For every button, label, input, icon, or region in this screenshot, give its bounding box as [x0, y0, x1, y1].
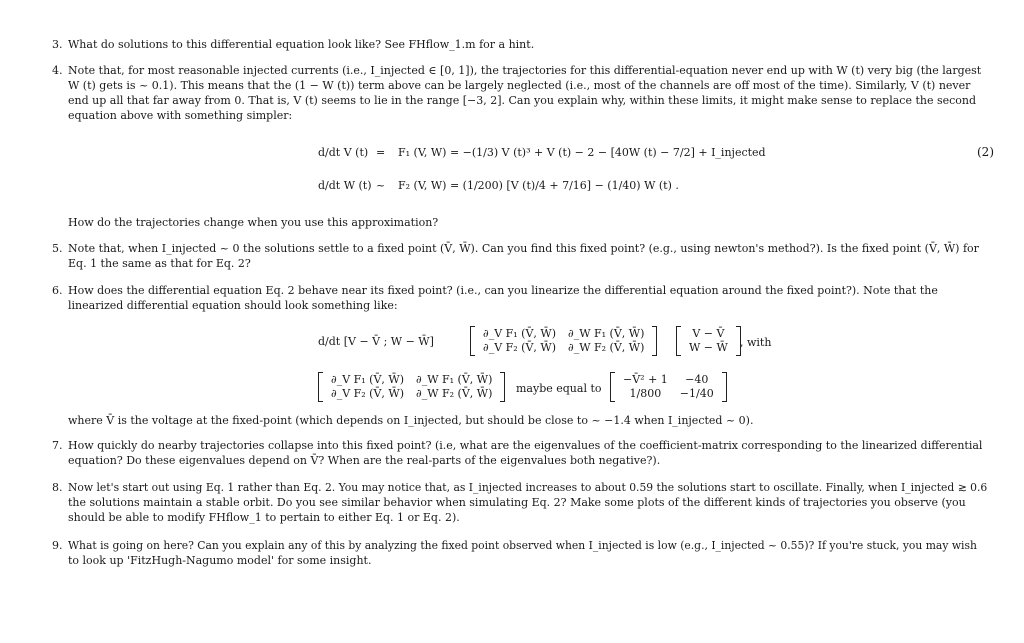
- item-number: 5.: [52, 242, 63, 255]
- item-number: 6.: [52, 284, 63, 297]
- eq2-rhs-2: F₂ (V, W) = (1/200) [V (t)/4 + 7/16] − (1/40) W (t) .: [398, 179, 679, 192]
- equation-number: (2): [977, 145, 994, 159]
- jacobian2-11: ∂_V F₁ (V̄, W̄): [331, 373, 404, 386]
- maybe-equal-text: maybe equal to: [516, 382, 602, 395]
- item-4-followup: [52, 215, 997, 231]
- item-number: 4.: [52, 64, 63, 77]
- item-7-line-2: equation? Do these eigenvalues depend on V̄? When are the real-parts of the eigenvalues both negative?).: [68, 454, 661, 467]
- eq2-lhs-1: d/dt V (t): [318, 146, 369, 159]
- lin-lhs: d/dt [V − V̄ ; W − W̄]: [318, 335, 434, 348]
- item-4-line-2: W (t) gets is ~ 0.1). This means that the (1 − W (t)) term above can be largely neglected (i.e., most of the channels are off most of the time). Similarly, V (t) never: [68, 79, 971, 92]
- item-5-line-1: Note that, when I_injected ~ 0 the solutions settle to a fixed point (V̄, W̄). Can you find this fixed point? (e.g., using newton's method?). Is the fixed point (V̄, W̄) for: [68, 242, 979, 255]
- state-vector: [676, 326, 741, 356]
- item-7-line-1: How quickly do nearby trajectories collapse into this fixed point? (i.e, what are the eigenvalues of the coefficient-matrix corresponding to the linearized differential: [68, 439, 983, 452]
- jacobian-12: ∂_W F₁ (V̄, W̄): [568, 327, 645, 340]
- item-8-line-3: should be able to modify FHflow_1 to pertain to either Eq. 1 or Eq. 2).: [68, 511, 460, 524]
- item-number: 9.: [52, 539, 63, 552]
- item-6: [52, 283, 997, 315]
- jacobian-matrix-2: [318, 372, 505, 402]
- jacobian-22: ∂_W F₂ (V̄, W̄): [568, 341, 645, 354]
- eq2-lhs-2: d/dt W (t): [318, 179, 372, 192]
- item-number: 7.: [52, 439, 63, 452]
- vector-2: W − W̄: [689, 341, 728, 354]
- eq2-relation-2: ~: [376, 179, 386, 192]
- item-3-line-1: What do solutions to this differential equation look like? See FHflow_1.m for a hint.: [68, 38, 535, 51]
- approx-22: −1/40: [679, 387, 714, 400]
- item-6-line-1: How does the differential equation Eq. 2 behave near its fixed point? (i.e., can you linearize the differential equation around the fixed point?). Note that the: [68, 284, 938, 297]
- item-number: 8.: [52, 481, 63, 494]
- jacobian2-21: ∂_V F₂ (V̄, W̄): [331, 387, 404, 400]
- jacobian-11: ∂_V F₁ (V̄, W̄): [483, 327, 556, 340]
- eq2-rhs-1: F₁ (V, W) = −(1/3) V (t)³ + V (t) − 2 − [40W (t) − 7/2] + I_injected: [398, 146, 766, 159]
- item-number: 3.: [52, 38, 63, 51]
- item-9-line-1: What is going on here? Can you explain any of this by analyzing the fixed point observed when I_injected is low (e.g., I_injected ~ 0.55)? If you're stuck, you may wish: [68, 539, 977, 552]
- item-7: [52, 438, 997, 470]
- jacobian2-22: ∂_W F₂ (V̄, W̄): [416, 387, 493, 400]
- item-4-line-4: equation above with something simpler:: [68, 109, 293, 122]
- item-8-line-2: the solutions maintain a stable orbit. Do you see similar behavior when simulating Eq. 2? Make some plots of the different kinds of trajectories you observe (you: [68, 496, 966, 509]
- vector-1: V − V̄: [692, 327, 725, 340]
- jacobian2-12: ∂_W F₁ (V̄, W̄): [416, 373, 493, 386]
- item-6-line-2: linearized differential equation should look something like:: [68, 299, 398, 312]
- approx-21: 1/800: [629, 387, 662, 400]
- item-4-line-1: Note that, for most reasonable injected currents (i.e., I_injected ∈ [0, 1]), the trajectories for this differential-equation never end up with W (t) very big (the largest: [68, 64, 982, 77]
- item-4-line-3: end up all that far away from 0. That is, V (t) seems to lie in the range [−3, 2]. Can you explain why, within these limits, it might make sense to replace the second: [68, 94, 977, 107]
- item-6-where-line: where V̄ is the voltage at the fixed-point (which depends on I_injected, but should be close to ~ −1.4 when I_injected ~ 0).: [68, 414, 754, 427]
- item-8: [52, 480, 997, 528]
- jacobian-matrix: [470, 326, 657, 356]
- with-text: , with: [740, 336, 772, 349]
- approx-12: −40: [685, 373, 709, 386]
- approx-11: −V̄² + 1: [623, 373, 668, 386]
- jacobian-21: ∂_V F₂ (V̄, W̄): [483, 341, 556, 354]
- item-5-line-2: Eq. 1 the same as that for Eq. 2?: [68, 257, 251, 270]
- eq2-relation-1: =: [376, 146, 386, 159]
- item-5: [52, 241, 997, 273]
- item-6-where: [52, 413, 997, 429]
- item-9-line-2: to look up 'FitzHugh-Nagumo model' for some insight.: [68, 554, 372, 567]
- item-4: [52, 63, 997, 127]
- approx-matrix: [610, 372, 727, 402]
- item-4-followup-line: How do the trajectories change when you use this approximation?: [68, 216, 439, 229]
- item-3: [52, 37, 997, 53]
- item-9: [52, 538, 997, 570]
- item-8-line-1: Now let's start out using Eq. 1 rather than Eq. 2. You may notice that, as I_injected increases to about 0.59 the solutions start to oscillate. Finally, when I_injected ≳ 0.6: [68, 481, 988, 494]
